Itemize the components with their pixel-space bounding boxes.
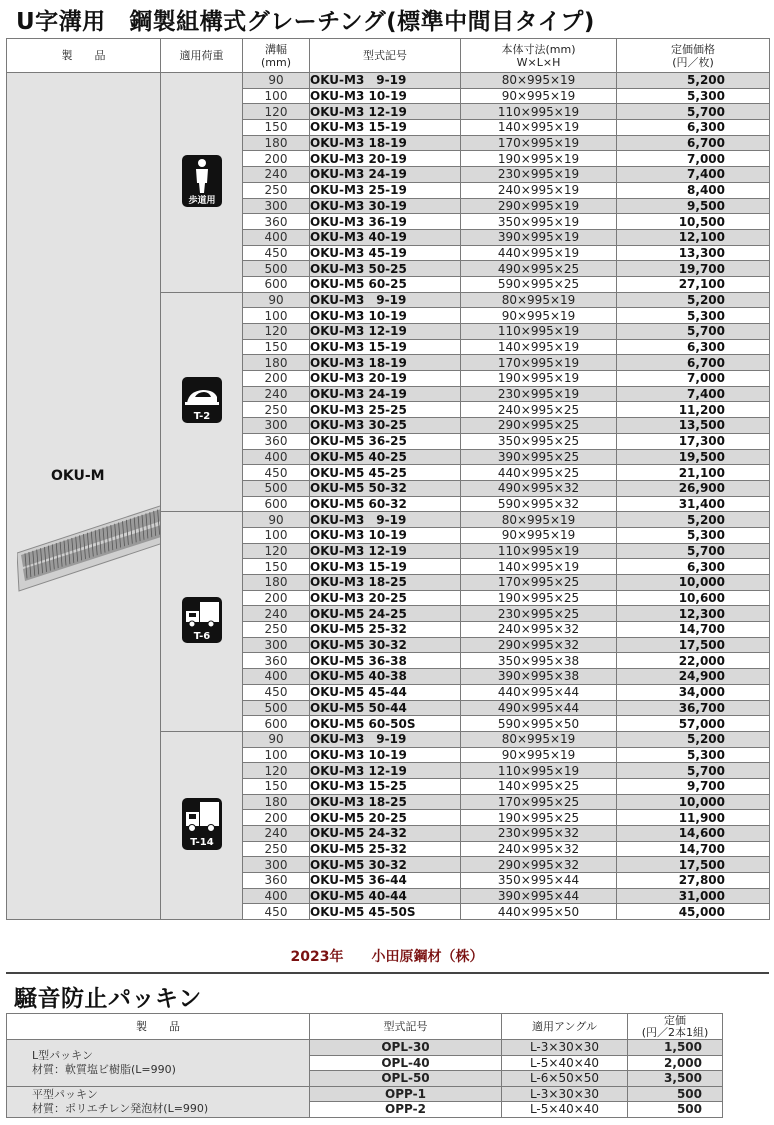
- dims-cell: 80×995×19: [461, 731, 617, 747]
- dims-cell: 350×995×25: [461, 433, 617, 449]
- price-cell: 5,300: [617, 308, 770, 324]
- model-cell: OKU-M3 36-19: [310, 214, 461, 230]
- packing-model-cell: OPL-40: [310, 1055, 502, 1071]
- model-cell: OKU-M5 36-38: [310, 653, 461, 669]
- price-cell: 57,000: [617, 716, 770, 732]
- model-cell: OKU-M3 18-25: [310, 575, 461, 591]
- model-cell: OKU-M3 10-19: [310, 747, 461, 763]
- dims-cell: 440×995×25: [461, 465, 617, 481]
- price-cell: 6,300: [617, 559, 770, 575]
- model-cell: OKU-M3 10-19: [310, 88, 461, 104]
- load-label-text: T-14: [189, 837, 214, 848]
- model-cell: OKU-M3 50-25: [310, 261, 461, 277]
- grating-price-table: [6, 38, 770, 920]
- packing-price-table: [6, 1013, 723, 1118]
- packing-angle-cell: L-5×40×40: [502, 1102, 628, 1118]
- model-cell: OKU-M3 24-19: [310, 167, 461, 183]
- product-name: OKU-M: [51, 468, 105, 484]
- price-cell: 5,700: [617, 104, 770, 120]
- dims-cell: 290×995×32: [461, 637, 617, 653]
- load-cell: [161, 73, 243, 293]
- dims-cell: 390×995×25: [461, 449, 617, 465]
- dims-cell: 290×995×19: [461, 198, 617, 214]
- packing-header-product: 製 品: [7, 1014, 310, 1040]
- price-cell: 45,000: [617, 904, 770, 920]
- packing-price-cell: 1,500: [628, 1040, 723, 1056]
- load-cell: [161, 292, 243, 512]
- packing-model-cell: OPL-50: [310, 1071, 502, 1087]
- dims-cell: 240×995×25: [461, 402, 617, 418]
- header-width-l1: 溝幅: [265, 42, 287, 56]
- dims-cell: 390×995×44: [461, 888, 617, 904]
- price-cell: 10,500: [617, 214, 770, 230]
- model-cell: OKU-M3 18-19: [310, 135, 461, 151]
- dims-cell: 440×995×44: [461, 684, 617, 700]
- footer-year: 2023年: [290, 949, 344, 965]
- price-cell: 5,300: [617, 747, 770, 763]
- width-cell: 120: [243, 763, 310, 779]
- price-cell: 13,300: [617, 245, 770, 261]
- price-cell: 12,100: [617, 229, 770, 245]
- model-cell: OKU-M3 15-25: [310, 778, 461, 794]
- width-cell: 250: [243, 182, 310, 198]
- price-cell: 5,300: [617, 527, 770, 543]
- width-cell: 450: [243, 465, 310, 481]
- width-cell: 250: [243, 622, 310, 638]
- width-cell: 240: [243, 826, 310, 842]
- width-cell: 200: [243, 371, 310, 387]
- price-cell: 6,300: [617, 120, 770, 136]
- width-cell: 360: [243, 433, 310, 449]
- dims-cell: 440×995×50: [461, 904, 617, 920]
- dims-cell: 170×995×19: [461, 135, 617, 151]
- model-cell: OKU-M3 15-19: [310, 339, 461, 355]
- width-cell: 90: [243, 512, 310, 528]
- price-cell: 6,300: [617, 339, 770, 355]
- price-cell: 7,400: [617, 167, 770, 183]
- model-cell: OKU-M3 30-19: [310, 198, 461, 214]
- model-cell: OKU-M5 36-25: [310, 433, 461, 449]
- model-cell: OKU-M3 24-19: [310, 386, 461, 402]
- model-cell: OKU-M3 9-19: [310, 731, 461, 747]
- dims-cell: 170×995×25: [461, 794, 617, 810]
- dims-cell: 140×995×19: [461, 339, 617, 355]
- packing-title: 騒音防止パッキン: [14, 986, 202, 1012]
- width-cell: 90: [243, 731, 310, 747]
- product-cell: [7, 73, 161, 920]
- model-cell: OKU-M3 9-19: [310, 73, 461, 89]
- width-cell: 300: [243, 418, 310, 434]
- dims-cell: 240×995×32: [461, 841, 617, 857]
- load-cell: [161, 731, 243, 919]
- model-cell: OKU-M3 20-19: [310, 151, 461, 167]
- model-cell: OKU-M3 12-19: [310, 324, 461, 340]
- dims-cell: 230×995×19: [461, 386, 617, 402]
- price-cell: 5,200: [617, 73, 770, 89]
- packing-price-cell: 500: [628, 1086, 723, 1102]
- price-cell: 26,900: [617, 480, 770, 496]
- model-cell: OKU-M5 40-38: [310, 669, 461, 685]
- width-cell: 120: [243, 324, 310, 340]
- width-cell: 200: [243, 590, 310, 606]
- dims-cell: 350×995×44: [461, 873, 617, 889]
- price-cell: 6,700: [617, 355, 770, 371]
- dims-cell: 80×995×19: [461, 292, 617, 308]
- model-cell: OKU-M3 18-19: [310, 355, 461, 371]
- model-cell: OKU-M3 30-25: [310, 418, 461, 434]
- price-cell: 21,100: [617, 465, 770, 481]
- width-cell: 240: [243, 386, 310, 402]
- model-cell: OKU-M5 60-50S: [310, 716, 461, 732]
- model-cell: OKU-M5 50-44: [310, 700, 461, 716]
- width-cell: 240: [243, 606, 310, 622]
- model-cell: OKU-M5 60-25: [310, 276, 461, 292]
- dims-cell: 490×995×32: [461, 480, 617, 496]
- price-cell: 11,900: [617, 810, 770, 826]
- packing-material: 材質：ポリエチレン発泡材(L=990): [32, 1101, 209, 1115]
- price-cell: 27,800: [617, 873, 770, 889]
- dims-cell: 190×995×19: [461, 151, 617, 167]
- width-cell: 300: [243, 198, 310, 214]
- width-cell: 180: [243, 135, 310, 151]
- price-cell: 7,400: [617, 386, 770, 402]
- width-cell: 500: [243, 480, 310, 496]
- dims-cell: 230×995×19: [461, 167, 617, 183]
- dims-cell: 190×995×19: [461, 371, 617, 387]
- dims-cell: 170×995×25: [461, 575, 617, 591]
- width-cell: 200: [243, 810, 310, 826]
- model-cell: OKU-M5 45-44: [310, 684, 461, 700]
- header-price-l1: 定価価格: [671, 42, 715, 56]
- dims-cell: 90×995×19: [461, 88, 617, 104]
- width-cell: 240: [243, 167, 310, 183]
- dims-cell: 590×995×32: [461, 496, 617, 512]
- price-cell: 13,500: [617, 418, 770, 434]
- dims-cell: 140×995×19: [461, 120, 617, 136]
- model-cell: OKU-M3 20-25: [310, 590, 461, 606]
- price-cell: 6,700: [617, 135, 770, 151]
- price-cell: 34,000: [617, 684, 770, 700]
- model-cell: OKU-M3 40-19: [310, 229, 461, 245]
- packing-model-cell: OPL-30: [310, 1040, 502, 1056]
- dims-cell: 230×995×32: [461, 826, 617, 842]
- width-cell: 180: [243, 794, 310, 810]
- price-cell: 12,300: [617, 606, 770, 622]
- packing-product-name: L型パッキン: [32, 1048, 94, 1062]
- model-cell: OKU-M5 40-44: [310, 888, 461, 904]
- header-model: 型式記号: [310, 39, 461, 73]
- width-cell: 120: [243, 543, 310, 559]
- price-cell: 17,500: [617, 637, 770, 653]
- width-cell: 90: [243, 292, 310, 308]
- width-cell: 400: [243, 669, 310, 685]
- width-cell: 500: [243, 261, 310, 277]
- dims-cell: 590×995×50: [461, 716, 617, 732]
- width-cell: 300: [243, 857, 310, 873]
- dims-cell: 190×995×25: [461, 810, 617, 826]
- model-cell: OKU-M5 25-32: [310, 841, 461, 857]
- page-title: U字溝用 鋼製組構式グレーチング(標準中間目タイプ): [16, 9, 595, 35]
- packing-price-cell: 500: [628, 1102, 723, 1118]
- packing-row: [7, 1086, 723, 1102]
- load-label-text: T-6: [193, 631, 210, 643]
- model-cell: OKU-M5 24-32: [310, 826, 461, 842]
- model-cell: OKU-M5 45-50S: [310, 904, 461, 920]
- width-cell: 250: [243, 402, 310, 418]
- price-cell: 24,900: [617, 669, 770, 685]
- width-cell: 150: [243, 339, 310, 355]
- header-dims: [461, 39, 617, 73]
- width-cell: 100: [243, 88, 310, 104]
- model-cell: OKU-M3 10-19: [310, 527, 461, 543]
- model-cell: OKU-M3 12-19: [310, 104, 461, 120]
- model-cell: OKU-M5 30-32: [310, 637, 461, 653]
- dims-cell: 110×995×19: [461, 543, 617, 559]
- width-cell: 450: [243, 904, 310, 920]
- pedestrian-icon: [182, 155, 222, 210]
- packing-header-angle: 適用アングル: [502, 1014, 628, 1040]
- width-cell: 400: [243, 888, 310, 904]
- width-cell: 100: [243, 308, 310, 324]
- dims-cell: 80×995×19: [461, 512, 617, 528]
- price-cell: 5,300: [617, 88, 770, 104]
- width-cell: 180: [243, 355, 310, 371]
- packing-header-price: [628, 1014, 723, 1040]
- width-cell: 200: [243, 151, 310, 167]
- model-cell: OKU-M3 10-19: [310, 308, 461, 324]
- price-cell: 14,700: [617, 622, 770, 638]
- packing-product-cell: [7, 1040, 310, 1087]
- dims-cell: 390×995×38: [461, 669, 617, 685]
- packing-header-price-l2: (円／2本1組): [641, 1025, 709, 1039]
- dims-cell: 490×995×44: [461, 700, 617, 716]
- truck-icon: [182, 597, 222, 646]
- dims-cell: 230×995×25: [461, 606, 617, 622]
- model-cell: OKU-M3 25-19: [310, 182, 461, 198]
- packing-product-cell: [7, 1086, 310, 1117]
- header-price-l2: (円／枚): [672, 55, 714, 69]
- model-cell: OKU-M3 9-19: [310, 292, 461, 308]
- packing-price-cell: 2,000: [628, 1055, 723, 1071]
- dims-cell: 90×995×19: [461, 308, 617, 324]
- width-cell: 250: [243, 841, 310, 857]
- width-cell: 150: [243, 778, 310, 794]
- dims-cell: 190×995×25: [461, 590, 617, 606]
- price-cell: 8,400: [617, 182, 770, 198]
- price-cell: 10,600: [617, 590, 770, 606]
- header-price: [617, 39, 770, 73]
- width-cell: 600: [243, 496, 310, 512]
- dims-cell: 240×995×19: [461, 182, 617, 198]
- dims-cell: 390×995×19: [461, 229, 617, 245]
- load-label-text: 歩道用: [187, 195, 216, 206]
- packing-row: [7, 1040, 723, 1056]
- section-divider: [6, 972, 769, 974]
- packing-material: 材質：軟質塩ビ樹脂(L=990): [32, 1062, 176, 1076]
- price-cell: 31,400: [617, 496, 770, 512]
- header-load: 適用荷重: [161, 39, 243, 73]
- model-cell: OKU-M3 15-19: [310, 559, 461, 575]
- packing-product-name: 平型パッキン: [32, 1087, 98, 1101]
- price-cell: 7,000: [617, 371, 770, 387]
- price-cell: 10,000: [617, 794, 770, 810]
- model-cell: OKU-M3 25-25: [310, 402, 461, 418]
- price-cell: 5,200: [617, 731, 770, 747]
- dims-cell: 350×995×19: [461, 214, 617, 230]
- packing-model-cell: OPP-1: [310, 1086, 502, 1102]
- width-cell: 400: [243, 449, 310, 465]
- packing-header-price-l1: 定価: [664, 1013, 686, 1027]
- width-cell: 300: [243, 637, 310, 653]
- model-cell: OKU-M5 36-44: [310, 873, 461, 889]
- width-cell: 360: [243, 873, 310, 889]
- price-cell: 19,500: [617, 449, 770, 465]
- packing-angle-cell: L-6×50×50: [502, 1071, 628, 1087]
- grating-product-image: [17, 503, 161, 593]
- model-cell: OKU-M5 24-25: [310, 606, 461, 622]
- model-cell: OKU-M5 20-25: [310, 810, 461, 826]
- width-cell: 450: [243, 684, 310, 700]
- model-cell: OKU-M5 50-32: [310, 480, 461, 496]
- price-cell: 5,200: [617, 292, 770, 308]
- dims-cell: 490×995×25: [461, 261, 617, 277]
- header-dims-l2: W×L×H: [516, 55, 561, 69]
- price-cell: 14,700: [617, 841, 770, 857]
- dims-cell: 110×995×19: [461, 763, 617, 779]
- model-cell: OKU-M3 45-19: [310, 245, 461, 261]
- price-cell: 5,700: [617, 543, 770, 559]
- width-cell: 600: [243, 716, 310, 732]
- model-cell: OKU-M3 18-25: [310, 794, 461, 810]
- width-cell: 100: [243, 747, 310, 763]
- header-dims-l1: 本体寸法(mm): [501, 42, 576, 56]
- model-cell: OKU-M3 20-19: [310, 371, 461, 387]
- price-cell: 17,500: [617, 857, 770, 873]
- car-icon: [182, 377, 222, 426]
- price-cell: 5,700: [617, 324, 770, 340]
- dims-cell: 350×995×38: [461, 653, 617, 669]
- price-cell: 10,000: [617, 575, 770, 591]
- model-cell: OKU-M3 9-19: [310, 512, 461, 528]
- price-cell: 14,600: [617, 826, 770, 842]
- price-cell: 9,500: [617, 198, 770, 214]
- model-cell: OKU-M5 25-32: [310, 622, 461, 638]
- dims-cell: 290×995×32: [461, 857, 617, 873]
- price-cell: 9,700: [617, 778, 770, 794]
- width-cell: 100: [243, 527, 310, 543]
- dims-cell: 90×995×19: [461, 747, 617, 763]
- price-cell: 36,700: [617, 700, 770, 716]
- header-width: [243, 39, 310, 73]
- dims-cell: 110×995×19: [461, 324, 617, 340]
- footer-company: 小田原鋼材（株）: [371, 949, 484, 965]
- price-cell: 11,200: [617, 402, 770, 418]
- price-cell: 5,700: [617, 763, 770, 779]
- dims-cell: 440×995×19: [461, 245, 617, 261]
- dims-cell: 90×995×19: [461, 527, 617, 543]
- packing-model-cell: OPP-2: [310, 1102, 502, 1118]
- packing-price-cell: 3,500: [628, 1071, 723, 1087]
- price-cell: 5,200: [617, 512, 770, 528]
- width-cell: 360: [243, 653, 310, 669]
- header-row: [7, 39, 770, 73]
- heavy-truck-icon: [182, 798, 222, 853]
- width-cell: 90: [243, 73, 310, 89]
- price-cell: 27,100: [617, 276, 770, 292]
- price-cell: 22,000: [617, 653, 770, 669]
- packing-angle-cell: L-5×40×40: [502, 1055, 628, 1071]
- price-cell: 19,700: [617, 261, 770, 277]
- model-cell: OKU-M5 40-25: [310, 449, 461, 465]
- width-cell: 600: [243, 276, 310, 292]
- dims-cell: 170×995×19: [461, 355, 617, 371]
- model-cell: OKU-M5 60-32: [310, 496, 461, 512]
- packing-angle-cell: L-3×30×30: [502, 1086, 628, 1102]
- model-cell: OKU-M5 30-32: [310, 857, 461, 873]
- width-cell: 360: [243, 214, 310, 230]
- packing-angle-cell: L-3×30×30: [502, 1040, 628, 1056]
- width-cell: 450: [243, 245, 310, 261]
- load-label-text: T-2: [193, 411, 210, 423]
- packing-header-model: 型式記号: [310, 1014, 502, 1040]
- dims-cell: 590×995×25: [461, 276, 617, 292]
- width-cell: 500: [243, 700, 310, 716]
- price-cell: 17,300: [617, 433, 770, 449]
- price-cell: 31,000: [617, 888, 770, 904]
- width-cell: 120: [243, 104, 310, 120]
- dims-cell: 140×995×19: [461, 559, 617, 575]
- load-cell: [161, 512, 243, 732]
- width-cell: 180: [243, 575, 310, 591]
- model-cell: OKU-M3 12-19: [310, 543, 461, 559]
- packing-header-row: [7, 1014, 723, 1040]
- dims-cell: 290×995×25: [461, 418, 617, 434]
- dims-cell: 240×995×32: [461, 622, 617, 638]
- dims-cell: 140×995×25: [461, 778, 617, 794]
- model-cell: OKU-M5 45-25: [310, 465, 461, 481]
- width-cell: 150: [243, 559, 310, 575]
- header-width-l2: (mm): [260, 55, 291, 69]
- price-cell: 7,000: [617, 151, 770, 167]
- width-cell: 150: [243, 120, 310, 136]
- width-cell: 400: [243, 229, 310, 245]
- dims-cell: 80×995×19: [461, 73, 617, 89]
- table-row: [7, 73, 770, 89]
- model-cell: OKU-M3 12-19: [310, 763, 461, 779]
- header-product: 製 品: [7, 39, 161, 73]
- dims-cell: 110×995×19: [461, 104, 617, 120]
- footer: [0, 946, 774, 966]
- model-cell: OKU-M3 15-19: [310, 120, 461, 136]
